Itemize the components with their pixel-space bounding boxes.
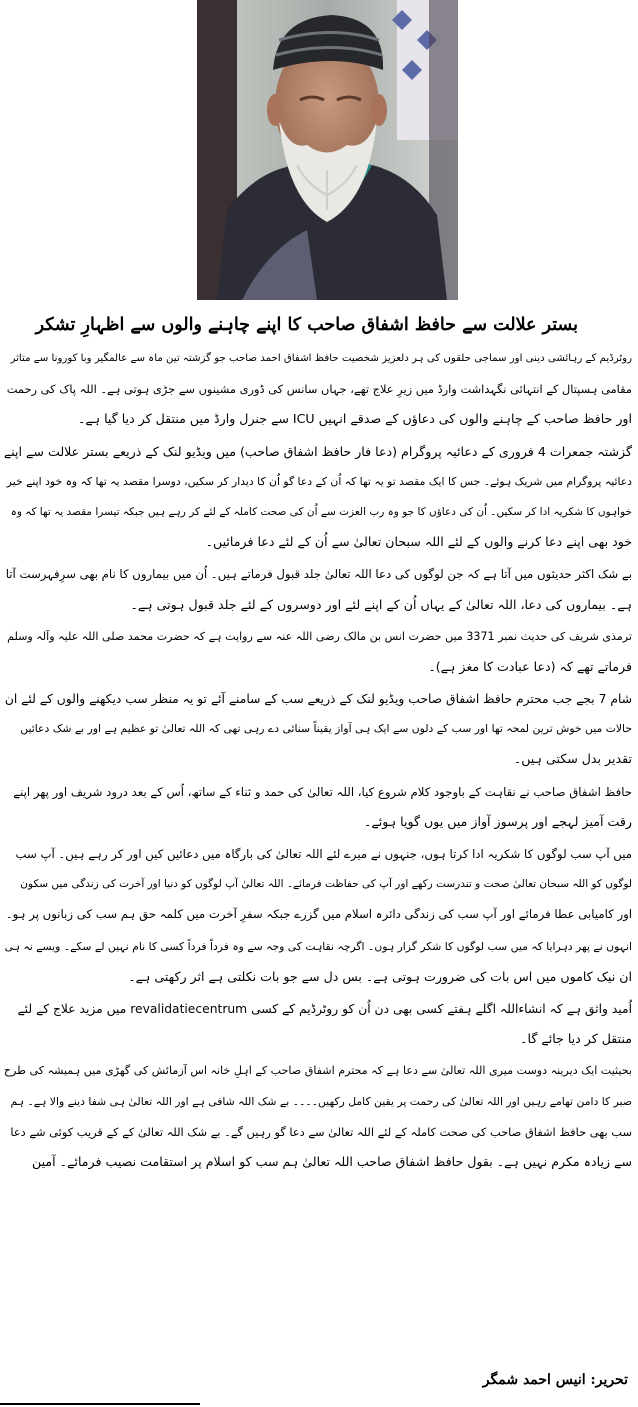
paragraph-1 xyxy=(4,344,632,435)
paragraph-line: مقامی ہسپتال کے انتہائی نگہداشت وارڈ میں زیرِ علاج تھے، جہاں سانس کی ڈوری مشینوں سے جڑی ہوتی ہے۔ اللہ پاک کی رحمت xyxy=(6,382,632,397)
paragraph-3 xyxy=(4,559,632,619)
paragraph-line: تقدیر بدل سکتی ہیں۔ xyxy=(513,751,632,767)
paragraph-line: سے زیادہ مکرم نہیں ہے۔ بقول حافظ اشفاق صاحب اللہ تعالیٰ ہم سب کو اسلام پر استقامت نصیب فرمائے۔ آمین xyxy=(32,1153,632,1169)
paragraph-line: بے شک اکثر حدیثوں میں آتا ہے کہ جن لوگوں کی دعا اللہ تعالیٰ جلد قبول فرماتے ہیں۔ اُن میں بیماروں کا نام بھی سرِفہرست آتا xyxy=(5,567,632,582)
paragraph-9 xyxy=(4,994,632,1054)
paragraph-line: اُمید واثق ہے کہ انشاءاللہ اگلے ہفتے کسی بھی دن اُن کو روٹرڈیم کے کسی revalidatiecentrum میں مزید علاج کے لئے xyxy=(17,1001,632,1016)
paragraph-line: دعائیہ پروگرام میں شریک ہوئے۔ جس کا ایک مقصد تو یہ تھا کہ اُن کے دعا گو اُن کا دیدار کر سکیں، دوسرا مقصد یہ تھا کہ وہ خود اپنے خیر xyxy=(6,474,632,488)
paragraph-4 xyxy=(4,622,632,682)
paragraph-2 xyxy=(4,437,632,558)
paragraph-line: رقت آمیز لہجے اور پرسوز آواز میں یوں گویا ہوئے۔ xyxy=(363,813,632,829)
paragraph-line: ہے۔ بیماروں کی دعا، اللہ تعالیٰ کے یہاں اُن کے اپنے لئے اور دوسروں کے لئے جلد قبول ہوتی ہے۔ xyxy=(130,596,632,612)
paragraph-7 xyxy=(4,839,632,930)
bottom-divider xyxy=(0,1403,200,1405)
paragraph-line: حافظ اشفاق صاحب نے نقاہت کے باوجود کلام شروع کیا، اللہ تعالیٰ کی حمد و ثناء کے ساتھ، اُس کے بعد درود شریف اور پھر اپنے xyxy=(13,784,632,799)
paragraph-line: فرماتے تھے کہ (دعا عبادت کا مغز ہے)۔ xyxy=(428,658,632,674)
paragraph-line: سب بھی حافظ اشفاق صاحب کی صحت کاملہ کے لئے اللہ تعالیٰ سے دعا گو رہیں گے۔ بے شک اللہ تعالیٰ کے کے قریب کوئی شے دعا xyxy=(10,1124,632,1139)
paragraph-line: انہوں نے پھر دہرایا کہ میں سب لوگوں کا شکر گزار ہوں۔ اگرچہ نقاہت کی وجہ سے وہ فرداً فرداً کسی کا نام نہیں لے سکے۔ ویسے نہ ہی xyxy=(4,939,632,953)
paragraph-line: ان نیک کاموں میں اس بات کی ضرورت ہوتی ہے۔ بس دل سے جو بات نکلتی ہے اثر رکھتی ہے۔ xyxy=(128,968,632,984)
paragraph-line: روٹرڈیم کے رہائشی دینی اور سماجی حلقوں کی ہر دلعزیز شخصیت حافظ اشفاق احمد صاحب جو گزشتہ تین ماہ سے عالمگیر وبا کورونا سے متاثر xyxy=(10,353,632,364)
portrait-illustration xyxy=(197,0,458,300)
paragraph-line: اور حافظ صاحب کے چاہنے والوں کی دعاؤں کے صدقے انہیں ICU سے جنرل وارڈ میں منتقل کر دیا گیا ہے۔ xyxy=(77,411,632,427)
paragraph-line: منتقل کر دیا جائے گا۔ xyxy=(520,1031,632,1047)
paragraph-line: ترمذی شریف کی حدیث نمبر 3371 میں حضرت انس بن مالک رضی اللہ عنہ سے روایت ہے کہ حضرت محمد صلی اللہ علیہ وآلہ وسلم xyxy=(7,629,632,643)
paragraph-line: لوگوں کو اللہ سبحان تعالیٰ صحت و تندرست رکھے اور آپ کی حفاظت فرمائے۔ اللہ تعالیٰ آپ لوگوں کو دنیا اور آخرت کی زندگی میں سکون xyxy=(20,878,632,891)
paragraph-line: خود بھی اپنے دعا کرنے والوں کے لئے اللہ سبحان تعالیٰ سے اُن کے لئے دعا فرمائیں۔ xyxy=(205,534,632,550)
article-body xyxy=(4,344,632,1179)
author-byline: تحریر: انیس احمد شمگر xyxy=(482,1372,628,1388)
paragraph-line: اور کامیابی عطا فرمائے اور آپ سب کی زندگی دائرہ اسلام میں گزرے جبکہ سفرِ آخرت میں کلمہ حق ہم سب کی زبانوں پر ہو۔ xyxy=(5,907,632,922)
paragraph-8 xyxy=(4,932,632,992)
paragraph-line: شام 7 بجے جب محترم حافظ اشفاق صاحب ویڈیو لنک کے ذریعے سب کے سامنے آئے تو یہ منظر سب دیکھنے والوں کے لئے ان xyxy=(4,692,632,707)
paragraph-10 xyxy=(4,1056,632,1177)
paragraph-line: بحیثیت ایک دیرینہ دوست میری اللہ تعالیٰ سے دعا ہے کہ محترم اشفاق صاحب کے اہلِ خانہ اس آزمائش کی گھڑی میں ہمیشہ کی طرح xyxy=(4,1064,632,1078)
paragraph-line: صبر کا دامن تھامے رہیں اور اللہ تعالیٰ کی رحمت پر یقین کامل رکھیں۔۔۔۔ بے شک اللہ شافی ہے اور اللہ تعالیٰ ہی شفا دینے والا ہے۔ ہم xyxy=(10,1094,632,1108)
paragraph-line: خواہوں کا شکریہ ادا کر سکیں۔ اُن کی دعاؤں کا جو وہ رب العزت سے اُن کی صحت کاملہ کے لئے کر رہے ہیں جبکہ تیسرا مقصد یہ تھا کہ وہ xyxy=(10,505,632,518)
portrait-photo xyxy=(197,0,458,300)
paragraph-line: میں آپ سب لوگوں کا شکریہ ادا کرتا ہوں، جنہوں نے میرے لئے اللہ تعالیٰ کی بارگاہ میں دعائیں کیں اور کر رہے ہیں۔ آپ سب xyxy=(15,847,632,861)
paragraph-line: گزشتہ جمعرات 4 فروری کے دعائیہ پروگرام (دعا فار حافظ اشفاق صاحب) میں ویڈیو لنک کے ذریعے بستر علالت سے اپنے xyxy=(4,443,632,459)
paragraph-5 xyxy=(4,684,632,775)
article-headline: بستر علالت سے حافظ اشفاق صاحب کا اپنے چاہنے والوں سے اظہارِ تشکر xyxy=(35,315,578,335)
paragraph-6 xyxy=(4,777,632,837)
paragraph-line: حالات میں خوش ترین لمحہ تھا اور سب کے دلوں سے ایک ہی آواز یقیناً سنائی دے رہی تھی کہ اللہ تعالیٰ تو عظیم ہے اور بے شک دعائیں xyxy=(20,722,632,736)
